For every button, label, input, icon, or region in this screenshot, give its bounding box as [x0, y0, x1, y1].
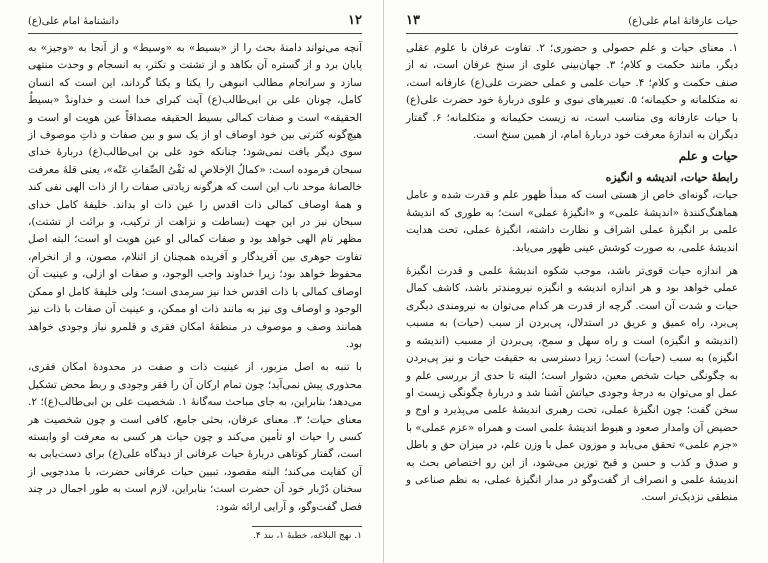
left-header-rule [28, 33, 362, 34]
right-page-header [406, 14, 738, 29]
right-paragraph-1: حیات، گونه‌ای خاص از هستی است که مبدأ ظهور علم و قدرت شده و عامل هماهنگ‌کنندهٔ «اندیشهٔ علمی» و «انگیزهٔ عملی» است؛ به طوری که اندیشهٔ علمی بر انگیزهٔ عملی اشراف و نظارت داشته، انگیزهٔ عملی، تحت هدایت اندیشهٔ علمی، به صورت کوشش عینی ظهور می‌یابد. [406, 189, 738, 254]
left-page-body [28, 40, 362, 516]
left-paragraph-2: با تنبه به اصل مزبور، از عینیت ذات و صفت در محدودهٔ امکان فقری، محذوری پیش نمی‌آید؛ چون تمام ارکان آن را فقر وجودی و ربط محض تشکیل می‌دهد؛ بنابراین، به جای مباحث سه‌گانهٔ ۱. شخصیت علی بن ابی‌طالب(ع)؛ ۲. معنای حیات؛ ۳. معنای عرفان، بحثی جامع، کافی است و چون شخصیت هر کسی را حیات او تأمین می‌کند و چون حیات هر کسی به معرفت او وابسته است، گفتار کوتاهی دربارهٔ حیات عرفانی از دیدگاه علی(ع) برای دست‌یابی به آن کفایت می‌کند؛ البته مقصود، تبیین حیات عرفانی حضرت، با مددجویی از سخنان دُرْبار خود آن حضرت است؛ بنابراین، لازم است به طور اجمال در چند فصل گفت‌وگو، و آرایی ارائه شود: [28, 361, 363, 513]
left-footnote: ۱. نهج البلاغه، خطبهٔ ۱، بند ۴. [252, 530, 362, 541]
left-page-number: ۱۲ [348, 13, 362, 28]
left-paragraph-1: آنچه می‌تواند دامنهٔ بحث را از «بسیط» به «وسیط» و از آنجا به «وجیز» به پایان برد و از گستره آن بکاهد و از تشتت و تکثر، به انسجام و وحدت منتهی سازد و سرانجام مطالب انبوهی را یکتا و یکتا گرداند، این است که انسان کامل، چونان علی بن ابی‌طالب(ع) آیت کبرای خدا است و خداوندْ «بسیطُ الحقیقه» است و صفات کمالی بسیط الحقیقه مصداقاً عین هویت او است و هیچ‌گونه کثرتی بین خود اوصاف او از یک سو و بین صفات و ذاتِ موصوف از سوی دیگر یافت نمی‌شود؛ چنانکه خود علی بن ابی‌طالب(ع) دربارهٔ خدای سبحان فرموده است: «کمالُ الإخلاصِ له نَفْیُ الصِّفاتِ عَنْه»، یعنی قلهٔ معرفت خالصانهٔ موحد ناب این است که هرگونه زیادتی صفات را از ذات الهی نفی کند و همهٔ اوصاف کمالی ذات اقدس را عین ذات او بداند. خلیفهٔ کامل خدای سبحان نیز در این جهت (بساطت و نزاهت از ترکیب، و برائت از تشتت)، مظهر تام الهی خواهد بود و صفات کمالی او عین هویت او است؛ البته اصل تفاوت جوهری بین آفریدگار و آفریده همچنان از اثنلام، مصون، و از انخرام، محفوظ خواهد بود؛ زیرا خداوند واجب الوجود، و صفات او ازلی، و عینیت آن اوصاف کمالی با ذات اقدس خدا نیز سرمدی است؛ ولی خلیفهٔ کامل او ممکن الوجود و اوصاف وی نیز به مانند ذات او ممکن، و عینیت آن صفات با ذات نیز همانند وصف و موصوف در منطقهٔ امکان فقری و قلمرو نیاز وجودی خواهد بود. [28, 42, 362, 350]
left-running-title: دانشنامهٔ امام علی(ع) [28, 16, 119, 27]
right-intro-paragraph: ۱. معنای حیات و علم حصولی و حضوری؛ ۲. تفاوت عرفان با علوم عقلی دیگر، مانند حکمت و کلام؛ ۳. جهان‌بینی علوی از سنخ عرفان است، نه از صنف حکمت و کلام؛ ۴. حیات علمی و عملی حضرت علی(ع) عارفانه است، نه متکلمانه و حکیمانه؛ ۵. تعبیرهای نبوی و علوی دربارهٔ خود حضرت علی(ع) با حیات عارفانه وی مناسب است، نه زیست حکیمانه و متکلمانه؛ ۶. گفتار دیگران به اندازهٔ معرفت خود دربارهٔ امام، از همین سنخ است. [406, 42, 739, 142]
right-page-body [406, 40, 738, 507]
footnote-rule [252, 526, 362, 527]
right-page [384, 0, 768, 563]
right-header-rule [406, 33, 738, 34]
right-paragraph-2: هر اندازه حیات قوی‌تر باشد، موجب شکوه اندیشهٔ علمی و قدرت انگیزهٔ عملی خواهد بود و هر اندازه اندیشه و انگیزه نیرومندتر باشد، کاشف کمال حیات و شدت آن است. گرچه از قدرت هر کدام می‌توان به نیرومندی دیگری پی‌برد، راه عمیق و عریق در استدلال، پی‌بردن از سبب (حیات) به مسبب (اندیشه و انگیزه) است و راه سهل و سمح، پی‌بردن از مسبب (اندیشه و انگیزه) به سبب (حیات) است؛ زیرا دسترسی به حقیقت حیات و نیز پی‌بردن به چگونگی حیات شخص معین، دشوار است؛ البته تا حدی از بررسی علم و عمل او می‌توان به درجهٔ وجودی حیاتش آشنا شد و دربارهٔ چگونگی زیست او سخن گفت؛ چون انگیزهٔ عملی، تحت رهبری اندیشهٔ علمی می‌پذیرد و اوج و حضیض آن وامدار صعود و هبوط اندیشهٔ علمی است و همراه «عزم عملی» با «جزم علمی» تحقق می‌یابد و موزون عمل با وزن علم، در میزان حق و باطل و صدق و کذب و حسن و قبح توزین می‌شود، از این رو اختصاص بحث به اندیشهٔ علمی و انصراف از گفت‌وگو در مدار انگیزهٔ عملی، به نظم صناعی و منطقی نزدیک‌تر است. [406, 265, 738, 504]
right-running-title: حیات عارفانهٔ امام علی(ع) [628, 16, 738, 27]
section-heading: حیات و علم [678, 149, 738, 164]
right-page-number: ۱۳ [406, 13, 420, 28]
left-page-header [28, 14, 362, 29]
subsection-heading: رابطهٔ حیات، اندیشه و انگیزه [605, 171, 738, 185]
